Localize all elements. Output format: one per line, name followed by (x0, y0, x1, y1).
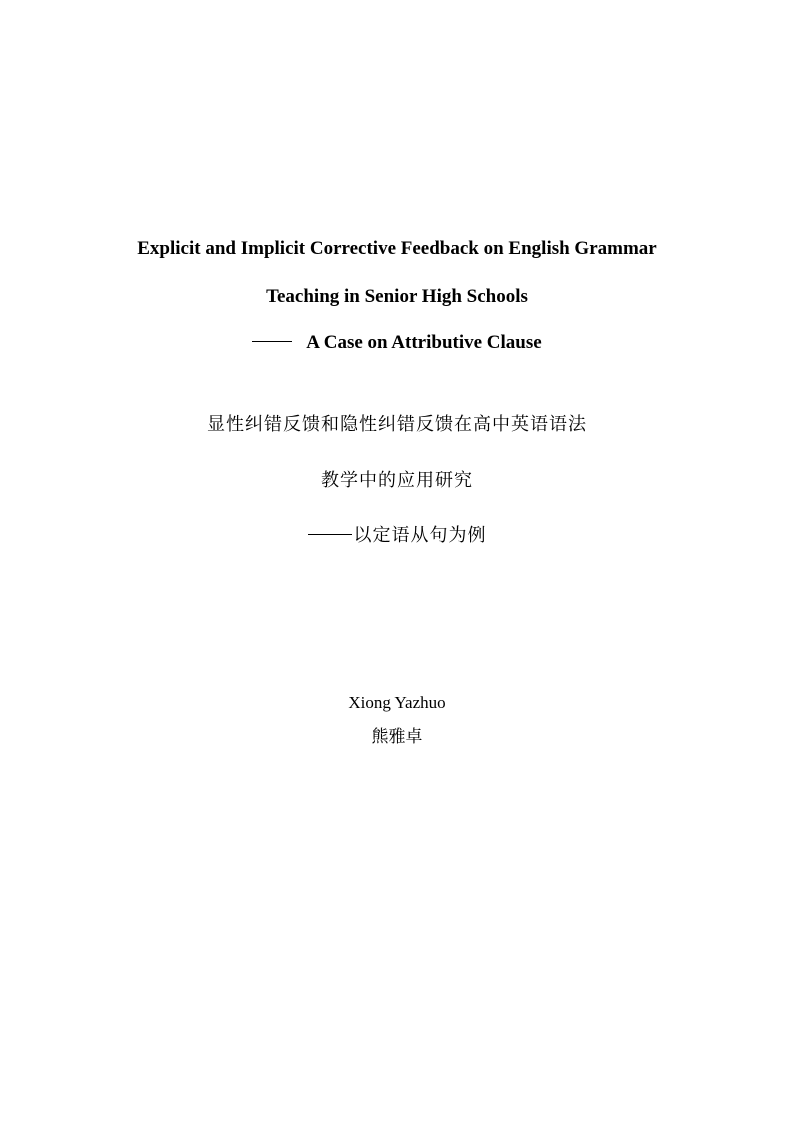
chinese-title-line-2: 教学中的应用研究 (321, 470, 473, 491)
chinese-subtitle-dash (308, 534, 352, 535)
english-title-line-1: Explicit and Implicit Corrective Feedback on English Grammar (137, 238, 657, 259)
chinese-subtitle-text: 以定语从句为例 (353, 525, 487, 546)
author-name-english: Xiong Yazhuo (348, 693, 446, 712)
author-name-chinese: 熊雅卓 (371, 727, 423, 747)
chinese-title-line-1: 显性纠错反馈和隐性纠错反馈在高中英语语法 (207, 414, 587, 435)
english-title-line-2: Teaching in Senior High Schools (266, 286, 528, 307)
chinese-subtitle (0, 524, 794, 548)
english-subtitle (0, 331, 794, 355)
subtitle-dash (252, 341, 292, 342)
english-subtitle-text: A Case on Attributive Clause (306, 332, 542, 353)
